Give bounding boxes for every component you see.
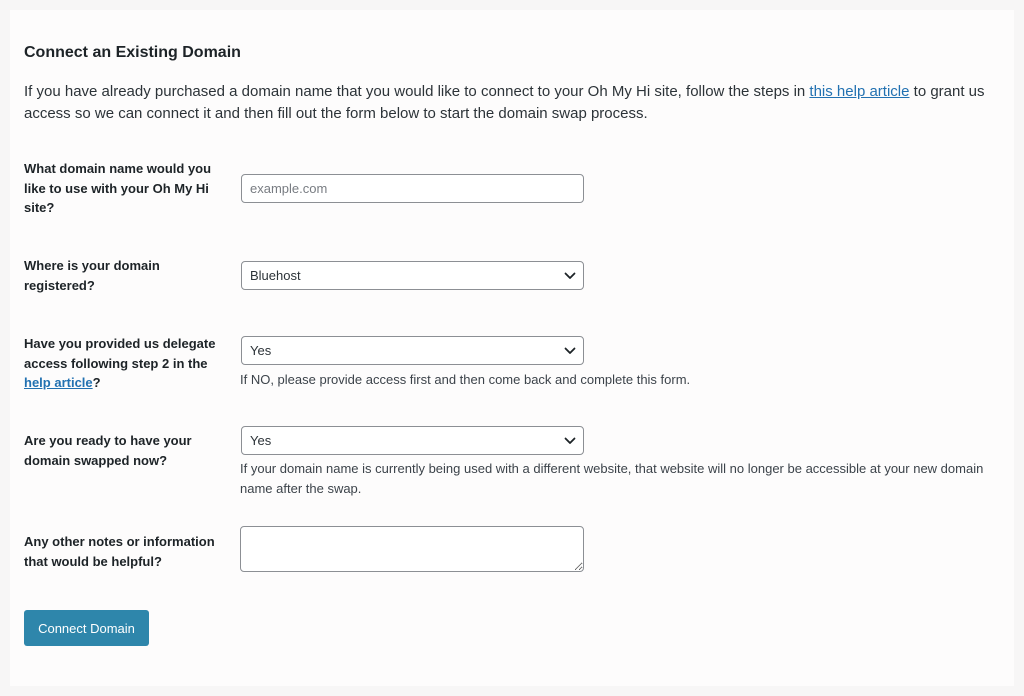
intro-text (24, 81, 999, 125)
chevron-down-icon (564, 435, 576, 447)
delegate-select[interactable] (241, 336, 584, 365)
intro-text-before: If you have already purchased a domain name that you would like to connect to your Oh My Hi site, follow the steps in (24, 83, 810, 100)
registrar-select[interactable] (241, 261, 584, 290)
delegate-select-value: Yes (250, 343, 272, 358)
registrar-label: Where is your domain registered? (24, 258, 160, 293)
page-title: Connect an Existing Domain (24, 44, 241, 61)
intro-text-after: to grant us access so we can connect it and then fill out the form below to start the domain swap process. (24, 83, 985, 122)
chevron-down-icon (564, 345, 576, 357)
domain-label: What domain name would you like to use with your Oh My Hi site? (24, 161, 212, 215)
connect-domain-button[interactable]: Connect Domain (24, 610, 149, 646)
ready-help-text: If your domain name is currently being used with a different website, that website will no longer be accessible at your new domain name after the swap. (240, 461, 984, 496)
registrar-select-value: Bluehost (250, 268, 301, 283)
delegate-label-suffix: ? (92, 375, 101, 390)
delegate-help-text: If NO, please provide access first and then come back and complete this form. (240, 372, 691, 387)
ready-label: Are you ready to have your domain swapped now? (24, 433, 192, 468)
delegate-label-text: Have you provided us delegate access following step 2 in the (24, 336, 216, 371)
ready-select-value: Yes (250, 433, 272, 448)
domain-input[interactable] (241, 174, 584, 203)
notes-label: Any other notes or information that would be helpful? (24, 534, 215, 569)
delegate-label (24, 334, 229, 393)
chevron-down-icon (564, 270, 576, 282)
delegate-help-article-link[interactable]: help article (24, 375, 93, 390)
notes-textarea[interactable] (240, 526, 584, 572)
help-article-link[interactable]: this help article (809, 83, 910, 100)
ready-select[interactable] (241, 426, 584, 455)
